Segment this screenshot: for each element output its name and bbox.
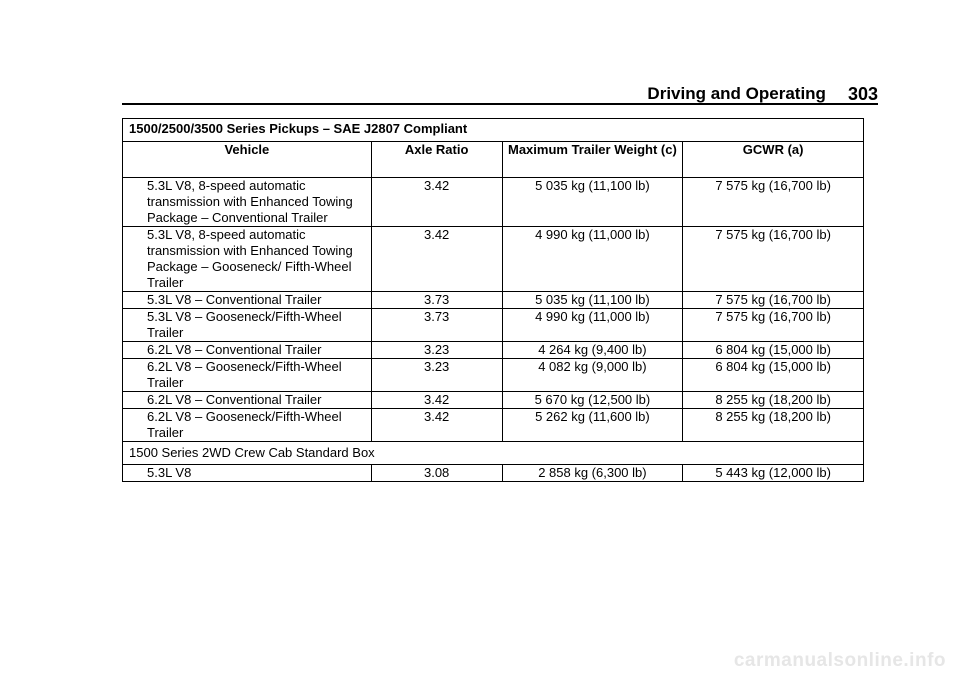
table-caption: 1500/2500/3500 Series Pickups – SAE J2807 Compliant [123,119,864,142]
vehicle-cell: 5.3L V8, 8-speed automatic transmission with Enhanced Towing Package – Gooseneck/ Fifth-Wheel Trailer [123,227,372,292]
table-header-row [123,142,864,178]
table-caption-row [123,119,864,142]
axle-ratio-cell: 3.23 [371,359,502,392]
page-header [122,84,878,104]
vehicle-cell: 5.3L V8 – Gooseneck/Fifth-Wheel Trailer [123,309,372,342]
column-header-gcwr: GCWR (a) [683,142,864,178]
table-row [123,359,864,392]
gcwr-cell: 8 255 kg (18,200 lb) [683,409,864,442]
trailer-weight-cell: 5 035 kg (11,100 lb) [502,292,683,309]
vehicle-cell: 5.3L V8, 8-speed automatic transmission with Enhanced Towing Package – Conventional Trailer [123,178,372,227]
trailer-weight-cell: 5 262 kg (11,600 lb) [502,409,683,442]
trailer-weight-cell: 4 990 kg (11,000 lb) [502,309,683,342]
table-row [123,409,864,442]
table-row [123,292,864,309]
gcwr-cell: 5 443 kg (12,000 lb) [683,465,864,482]
section-title-row [123,442,864,465]
axle-ratio-cell: 3.23 [371,342,502,359]
column-header-axle-ratio: Axle Ratio [371,142,502,178]
axle-ratio-cell: 3.42 [371,392,502,409]
vehicle-cell: 6.2L V8 – Gooseneck/Fifth-Wheel Trailer [123,359,372,392]
table-row [123,392,864,409]
trailer-weight-cell: 5 670 kg (12,500 lb) [502,392,683,409]
gcwr-cell: 8 255 kg (18,200 lb) [683,392,864,409]
gcwr-cell: 7 575 kg (16,700 lb) [683,292,864,309]
trailer-weight-cell: 4 082 kg (9,000 lb) [502,359,683,392]
gcwr-cell: 6 804 kg (15,000 lb) [683,342,864,359]
trailer-weight-cell: 5 035 kg (11,100 lb) [502,178,683,227]
gcwr-cell: 6 804 kg (15,000 lb) [683,359,864,392]
table-row [123,309,864,342]
column-header-vehicle: Vehicle [123,142,372,178]
section-title: Driving and Operating [647,84,826,103]
axle-ratio-cell: 3.42 [371,409,502,442]
vehicle-cell: 6.2L V8 – Conventional Trailer [123,342,372,359]
axle-ratio-cell: 3.42 [371,227,502,292]
header-rule [122,103,878,105]
gcwr-cell: 7 575 kg (16,700 lb) [683,309,864,342]
vehicle-cell: 6.2L V8 – Conventional Trailer [123,392,372,409]
gcwr-cell: 7 575 kg (16,700 lb) [683,227,864,292]
trailer-weight-cell: 4 264 kg (9,400 lb) [502,342,683,359]
axle-ratio-cell: 3.42 [371,178,502,227]
vehicle-cell: 6.2L V8 – Gooseneck/Fifth-Wheel Trailer [123,409,372,442]
trailer-weight-cell: 4 990 kg (11,000 lb) [502,227,683,292]
page-number: 303 [847,83,878,104]
table-row [123,342,864,359]
vehicle-cell: 5.3L V8 [123,465,372,482]
gcwr-cell: 7 575 kg (16,700 lb) [683,178,864,227]
axle-ratio-cell: 3.73 [371,292,502,309]
towing-table [122,118,864,482]
axle-ratio-cell: 3.73 [371,309,502,342]
section-title: 1500 Series 2WD Crew Cab Standard Box [123,442,864,465]
table-row [123,178,864,227]
column-header-max-trailer-weight: Maximum Trailer Weight (c) [502,142,683,178]
table-row [123,227,864,292]
watermark: carmanualsonline.info [733,650,946,671]
trailer-weight-cell: 2 858 kg (6,300 lb) [502,465,683,482]
vehicle-cell: 5.3L V8 – Conventional Trailer [123,292,372,309]
axle-ratio-cell: 3.08 [371,465,502,482]
table-row [123,465,864,482]
